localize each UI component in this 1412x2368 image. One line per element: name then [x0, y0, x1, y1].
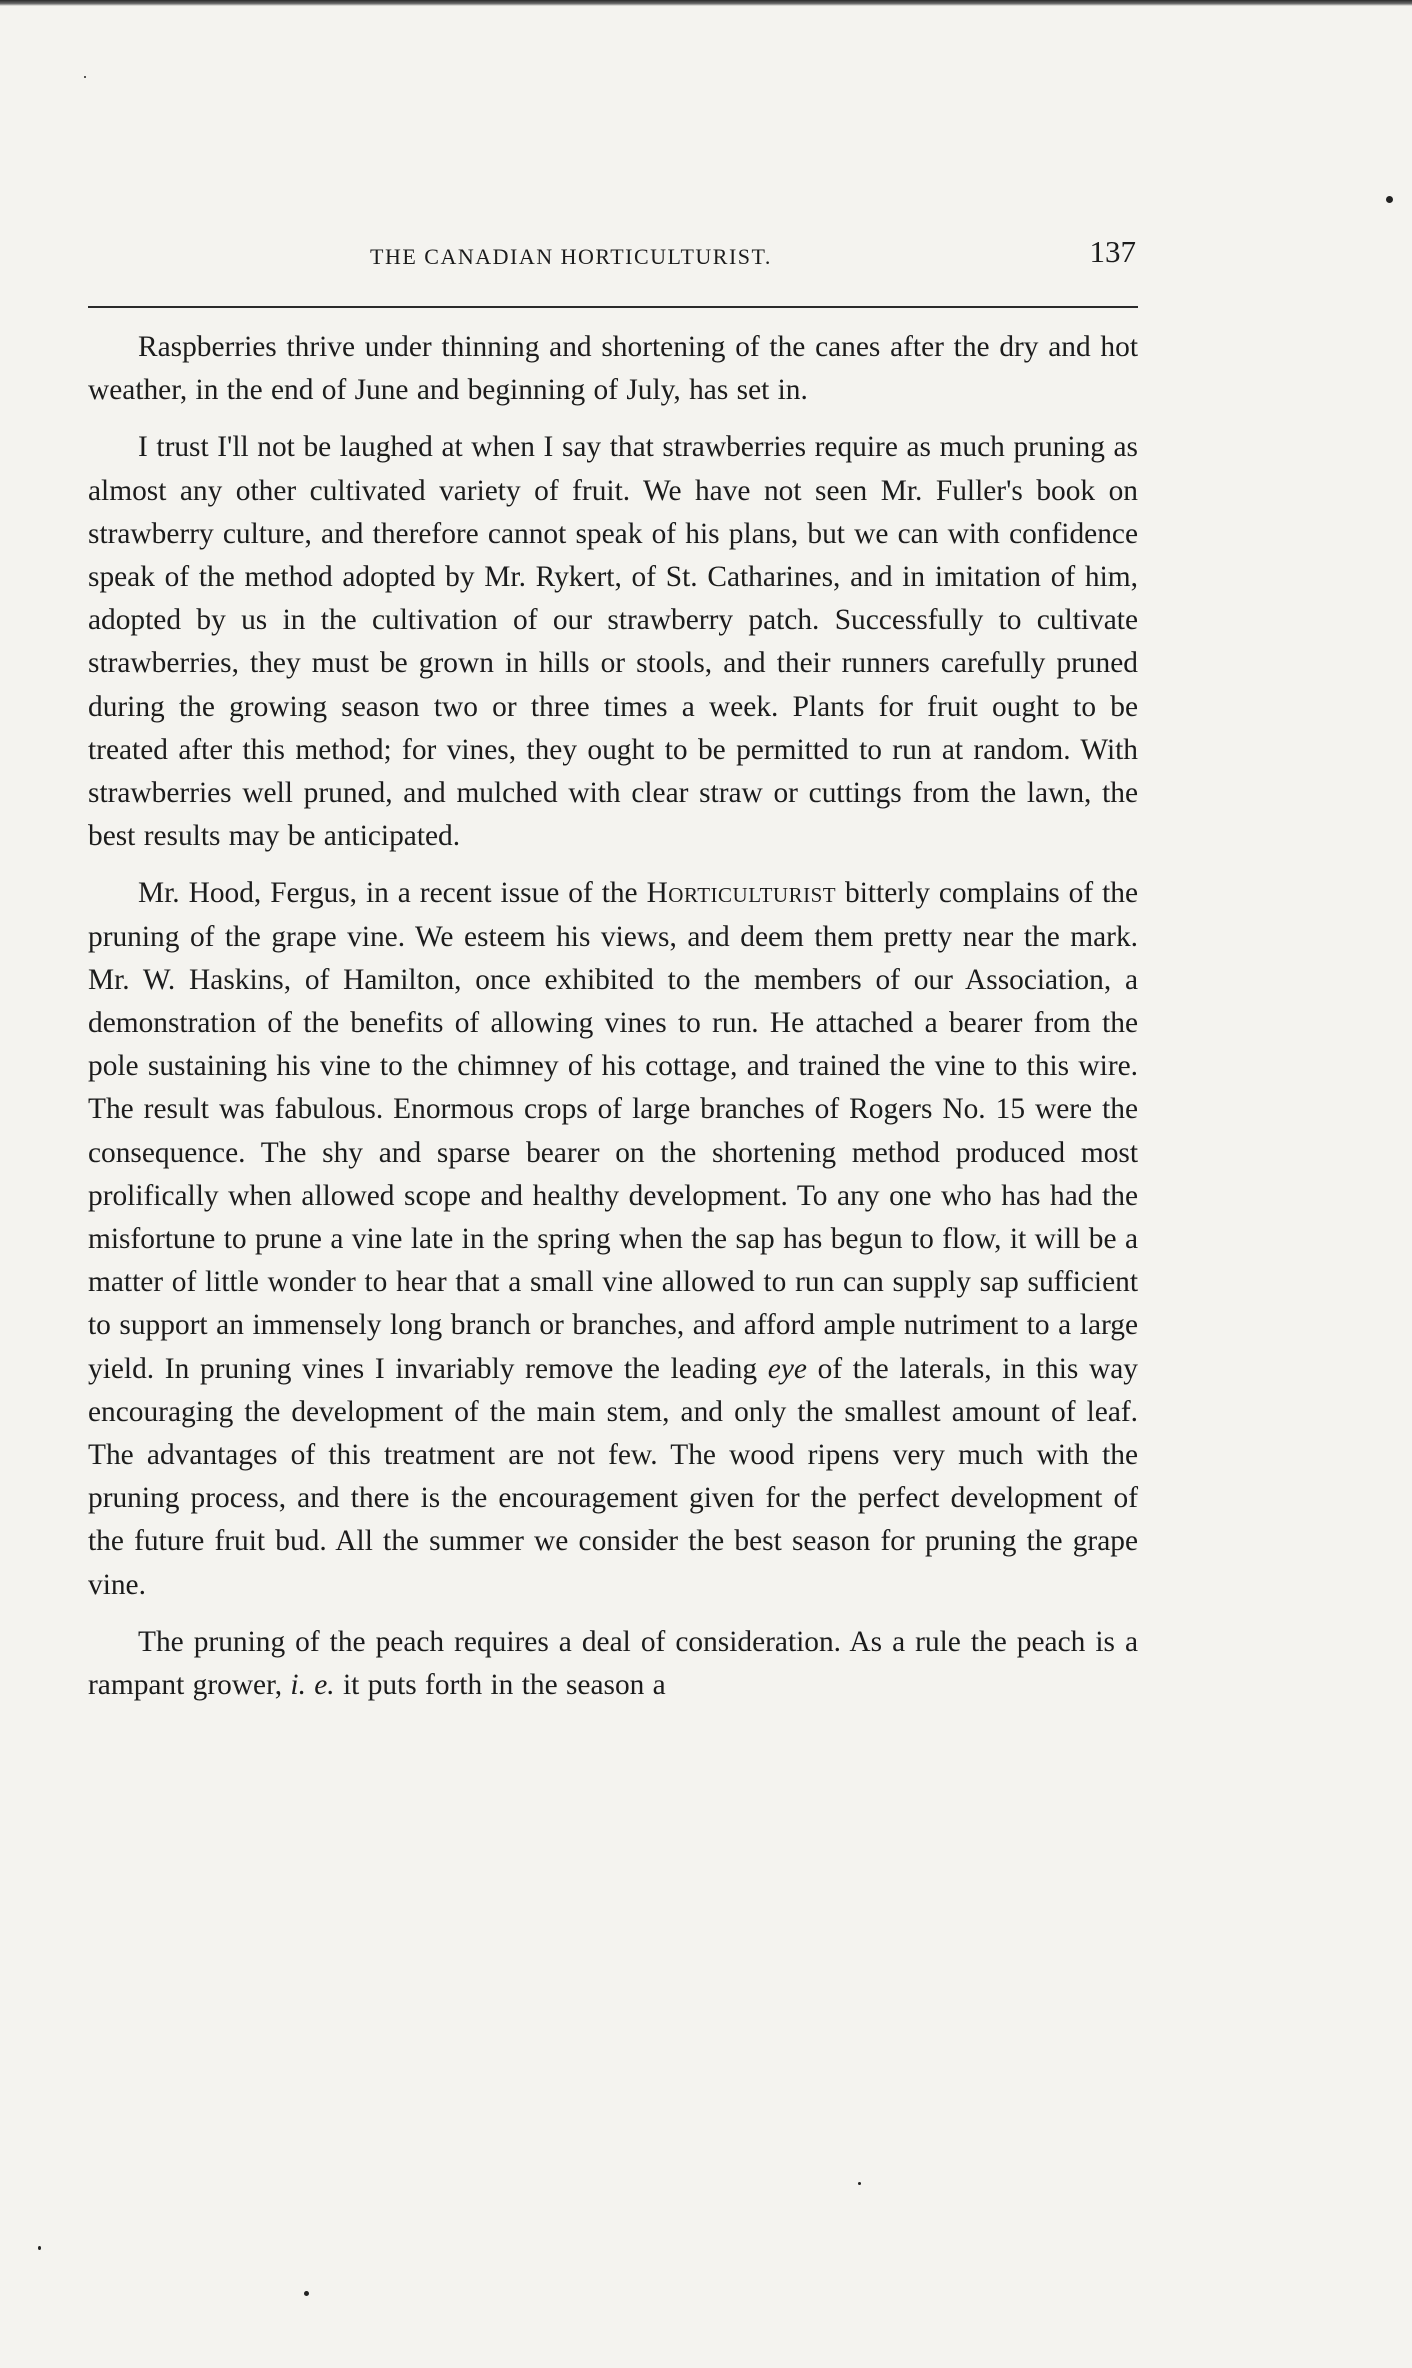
- book-page: [88, 230, 1138, 1702]
- running-title: THE CANADIAN HORTICULTURIST.: [370, 244, 772, 269]
- scan-speck: [38, 2246, 41, 2250]
- journal-name: Horticulturist: [646, 877, 837, 910]
- scan-speck: [858, 2182, 861, 2185]
- grape-vine-text-start: Mr. Hood, Fergus, in a recent issue of the: [138, 877, 647, 910]
- header-rule: [88, 306, 1138, 308]
- scan-speck: [304, 2291, 309, 2296]
- body-text: [88, 326, 1138, 1721]
- grape-vine-text-end: of the laterals, in this way encouraging the development of the main stem, and only the smallest amount of leaf. The advantages of this treatment are not few. The wood ripens very much with the pruning process, and there is the encouragement given for the perfect development of the future fruit bud. All the summer we consider the best season for pruning the grape vine.: [88, 1352, 1138, 1601]
- paragraph-grape-vine: [88, 872, 1138, 1606]
- paragraph-peach: [88, 1621, 1138, 1707]
- scan-speck: [1386, 196, 1393, 203]
- peach-text-end: it puts forth in the season a: [334, 1669, 666, 1702]
- grape-vine-text-middle: bitterly complains of the pruning of the grape vine. We esteem his views, and deem them pretty near the mark. Mr. W. Haskins, of Hamilton, once exhibited to the members of our Association, a demonstration of the benefits of allowing vines to run. He attached a bearer from the pole sustaining his vine to the chimney of his cottage, and trained the vine to this wire. The result was fabulous. Enormous crops of large branches of Rogers No. 15 were the consequence. The shy and sparse bearer on the shortening method produced most prolifically when allowed scope and healthy development. To any one who has had the misfortune to prune a vine late in the spring when the sap has begun to flow, it will be a matter of little wonder to hear that a small vine allowed to run can supply sap sufficient to support an immensely long branch or branches, and afford ample nutriment to a large yield. In pruning vines I invariably remove the leading: [88, 877, 1138, 1385]
- page-header: [88, 230, 1138, 278]
- scan-speck: [84, 76, 86, 78]
- peach-text-start: The pruning of the peach requires a deal of consideration. As a rule the peach is a rampant grower,: [88, 1625, 1138, 1702]
- paragraph-raspberries: Raspberries thrive under thinning and shortening of the canes after the dry and hot weather, in the end of June and beginning of July, has set in.: [88, 331, 1138, 407]
- italic-eye: eye: [767, 1352, 807, 1385]
- italic-ie: i. e.: [290, 1669, 335, 1702]
- paragraph-strawberries: I trust I'll not be laughed at when I say that strawberries require as much pruning as almost any other cultivated variety of fruit. We have not seen Mr. Fuller's book on strawberry culture, and therefore cannot speak of his plans, but we can with confidence speak of the method adopted by Mr. Rykert, of St. Catharines, and in imitation of him, adopted by us in the cultivation of our strawberry patch. Successfully to cultivate strawberries, they must be grown in hills or stools, and their runners carefully pruned during the growing season two or three times a week. Plants for fruit ought to be treated after this method; for vines, they ought to be permitted to run at random. With strawberries well pruned, and mulched with clear straw or cuttings from the lawn, the best results may be anticipated.: [88, 431, 1138, 853]
- page-number: 137: [1089, 234, 1136, 269]
- page-top-edge: [0, 0, 1412, 6]
